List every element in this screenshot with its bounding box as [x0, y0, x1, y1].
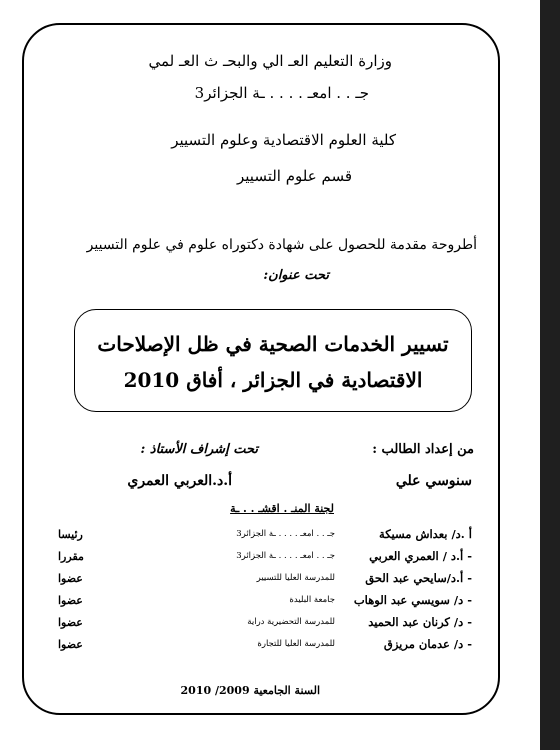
supervisor-name: أ.د.العربي العمري — [127, 473, 232, 489]
jury-member-role: عضوا — [58, 638, 83, 651]
department-name: قسم علوم التسيير — [237, 167, 352, 185]
thesis-title-line-2: الاقتصادية في الجزائر ، أفاق 2010 — [123, 368, 423, 392]
jury-member-name: - د/ سويسي عبد الوهاب — [353, 593, 472, 607]
jury-member-name: - أ.د / العمري العربي — [369, 549, 472, 563]
thesis-purpose: أطروحة مقدمة للحصول على شهادة دكتوراه علوم في علوم التسيير — [86, 237, 477, 253]
jury-member-role: مقررا — [58, 550, 84, 563]
jury-member-institution: للمدرسة العليا للتسيير — [256, 573, 335, 583]
title-label: تحت عنوان: — [263, 268, 329, 283]
thesis-title-line-1: تسيير الخدمات الصحية في ظل الإصلاحات — [97, 332, 449, 356]
jury-member-institution: جـ . . امعـ . . . . ـة الجزائر3 — [236, 551, 335, 561]
jury-member-role: عضوا — [58, 616, 83, 629]
jury-member-role: عضوا — [58, 594, 83, 607]
jury-title: لجنة المنـ . اقشـ . . ـة — [230, 502, 334, 515]
jury-member-name: - د/ عدمان مريزق — [383, 637, 472, 651]
faculty-name: كلية العلوم الاقتصادية وعلوم التسيير — [171, 131, 396, 149]
student-label: من إعداد الطالب : — [372, 442, 474, 457]
ministry-name: وزارة التعليم العـ الي والبحـ ث العـ لمي — [148, 52, 392, 70]
academic-year: السنة الجامعية 2009/ 2010 — [180, 684, 320, 697]
supervisor-label: تحت إشراف الأستاذ : — [140, 442, 258, 457]
jury-member-role: عضوا — [58, 572, 83, 585]
jury-member-name: - أ.د/سايحي عبد الحق — [365, 571, 472, 585]
jury-member-institution: للمدرسة التحضيرية دراية — [247, 617, 335, 627]
jury-member-institution: جـ . . امعـ . . . . ـة الجزائر3 — [236, 529, 335, 539]
jury-member-institution: جامعة البليدة — [289, 595, 335, 605]
jury-member-institution: للمدرسة العليا للتجارة — [257, 639, 335, 649]
viewer-dark-edge — [540, 0, 560, 750]
university-name: جـ . . امعـ . . . . ـة الجزائر3 — [194, 84, 369, 102]
thesis-title-box — [74, 309, 472, 412]
jury-member-role: رئيسا — [58, 528, 83, 541]
jury-member-name: أ .د/ بعداش مسيكة — [379, 527, 472, 541]
jury-member-name: - د/ كرنان عبد الحميد — [368, 615, 472, 629]
student-name: سنوسي علي — [395, 473, 472, 489]
